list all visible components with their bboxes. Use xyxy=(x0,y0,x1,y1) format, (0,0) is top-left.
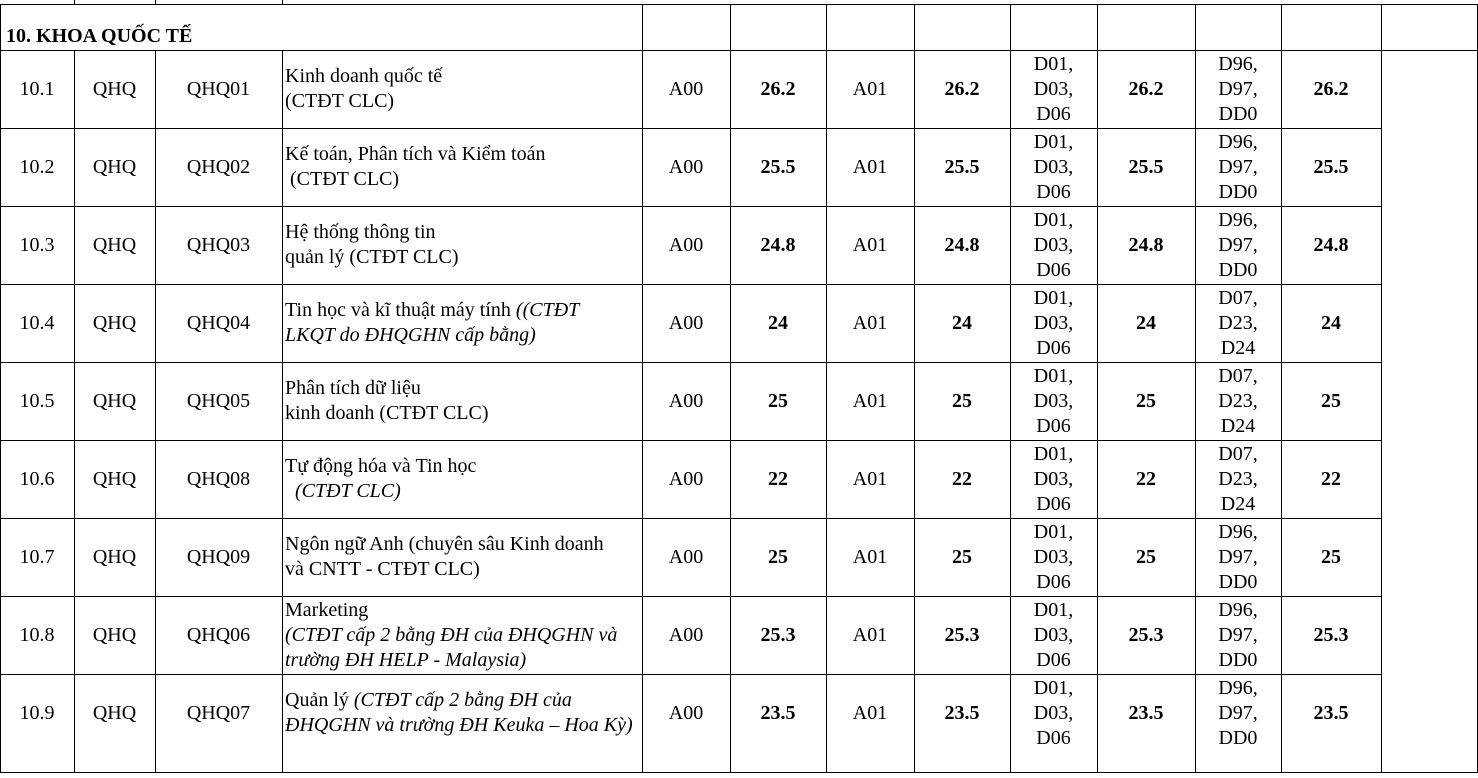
column-divider xyxy=(1381,4,1382,772)
combo-4-cell xyxy=(1195,50,1281,128)
school-code-cell xyxy=(74,674,155,752)
combo-code: D01, xyxy=(1033,676,1074,699)
combo-code: D24 xyxy=(1220,336,1256,359)
stt-cell xyxy=(0,362,74,440)
combo-code: D06 xyxy=(1036,336,1071,359)
combo-code: D07, xyxy=(1218,286,1258,309)
major-code-cell xyxy=(155,596,282,674)
major-name-segment: (CTĐT CLC) xyxy=(285,168,400,190)
school-code-cell-text: QHQ xyxy=(92,701,137,724)
score-1-cell xyxy=(730,596,826,674)
major-name-cell xyxy=(282,284,642,362)
school-code-cell-text: QHQ xyxy=(92,77,137,100)
combo-1-cell xyxy=(642,440,730,518)
score-4-cell-text: 25 xyxy=(1321,389,1341,412)
score-1-cell-text: 24 xyxy=(768,311,788,334)
school-code-cell xyxy=(74,206,155,284)
stt-cell-text: 10.8 xyxy=(19,623,55,646)
column-divider-stub xyxy=(155,0,156,4)
stt-cell xyxy=(0,50,74,128)
major-code-cell xyxy=(155,50,282,128)
combo-code: D97, xyxy=(1218,155,1258,178)
major-code-cell-text: QHQ01 xyxy=(186,77,251,100)
score-3-cell xyxy=(1097,284,1195,362)
combo-code: D03, xyxy=(1033,545,1074,568)
score-2-cell-text: 24 xyxy=(952,311,972,334)
combo-code: DD0 xyxy=(1218,102,1258,125)
score-1-cell-text: 23.5 xyxy=(760,701,796,724)
score-3-cell-text: 25.5 xyxy=(1128,155,1164,178)
combo-2-cell-text: A01 xyxy=(852,623,888,646)
combo-code: D96, xyxy=(1218,676,1258,699)
combo-code: D97, xyxy=(1218,701,1258,724)
score-4-cell-text: 23.5 xyxy=(1313,701,1349,724)
combo-2-cell-text: A01 xyxy=(852,701,888,724)
combo-2-cell xyxy=(826,440,914,518)
major-name-segment: Ngôn ngữ Anh (chuyên sâu Kinh doanh xyxy=(285,533,604,555)
major-code-cell-text: QHQ02 xyxy=(186,155,251,178)
score-4-cell xyxy=(1281,128,1381,206)
score-2-cell-text: 25 xyxy=(952,545,972,568)
major-name-segment: (CTĐT CLC) xyxy=(285,90,395,112)
combo-code: D06 xyxy=(1036,648,1071,671)
combo-1-cell-text: A00 xyxy=(668,77,704,100)
score-3-cell xyxy=(1097,674,1195,752)
major-name-segment: (CTĐT CLC) xyxy=(285,480,401,502)
combo-code: D24 xyxy=(1220,414,1256,437)
score-4-cell xyxy=(1281,362,1381,440)
major-code-cell-text: QHQ08 xyxy=(186,467,251,490)
score-3-cell-text: 22 xyxy=(1136,467,1156,490)
combo-3-cell xyxy=(1010,440,1097,518)
combo-code: D06 xyxy=(1036,726,1071,749)
score-1-cell-text: 26.2 xyxy=(760,77,796,100)
combo-code: D06 xyxy=(1036,258,1071,281)
major-name-segment: Hệ thống thông tin xyxy=(285,221,436,243)
combo-code: D01, xyxy=(1033,520,1074,543)
score-4-cell-text: 26.2 xyxy=(1313,77,1349,100)
score-2-cell-text: 25.3 xyxy=(944,623,980,646)
combo-2-cell-text: A01 xyxy=(852,311,888,334)
combo-code: D96, xyxy=(1218,52,1258,75)
combo-code: D03, xyxy=(1033,155,1074,178)
combo-code: D97, xyxy=(1218,77,1258,100)
major-name-segment: Tin học và kĩ thuật máy tính xyxy=(285,299,516,321)
stt-cell-text: 10.3 xyxy=(19,233,55,256)
major-name-segment: LKQT do ĐHQGHN cấp bằng) xyxy=(285,324,536,346)
combo-3-cell xyxy=(1010,518,1097,596)
major-code-cell xyxy=(155,440,282,518)
school-code-cell-text: QHQ xyxy=(92,545,137,568)
score-2-cell xyxy=(914,128,1010,206)
combo-4-cell xyxy=(1195,674,1281,752)
major-name-cell xyxy=(282,596,642,674)
score-4-cell xyxy=(1281,674,1381,752)
stt-cell-text: 10.2 xyxy=(19,155,55,178)
stt-cell xyxy=(0,284,74,362)
combo-2-cell xyxy=(826,128,914,206)
score-4-cell-text: 24.8 xyxy=(1313,233,1349,256)
major-name-segment: (CTĐT cấp 2 bằng ĐH của ĐHQGHN và xyxy=(285,623,618,646)
combo-code: D06 xyxy=(1036,414,1071,437)
score-4-cell-text: 25.5 xyxy=(1313,155,1349,178)
score-3-cell xyxy=(1097,50,1195,128)
combo-1-cell-text: A00 xyxy=(668,545,704,568)
score-4-cell-text: 24 xyxy=(1321,311,1341,334)
score-1-cell xyxy=(730,440,826,518)
combo-2-cell xyxy=(826,674,914,752)
combo-3-cell xyxy=(1010,284,1097,362)
stt-cell-text: 10.6 xyxy=(19,467,55,490)
combo-2-cell-text: A01 xyxy=(852,233,888,256)
stt-cell-text: 10.4 xyxy=(19,311,55,334)
score-1-cell xyxy=(730,362,826,440)
major-name-segment: Kinh doanh quốc tế xyxy=(285,65,443,87)
major-name-cell xyxy=(282,128,642,206)
combo-code: D03, xyxy=(1033,623,1074,646)
combo-code: D23, xyxy=(1218,389,1258,412)
school-code-cell xyxy=(74,362,155,440)
table-top-border xyxy=(0,4,1478,5)
combo-code: D07, xyxy=(1218,364,1258,387)
combo-4-cell xyxy=(1195,440,1281,518)
combo-3-cell xyxy=(1010,362,1097,440)
combo-code: D97, xyxy=(1218,233,1258,256)
score-4-cell xyxy=(1281,284,1381,362)
combo-code: D07, xyxy=(1218,442,1258,465)
score-4-cell xyxy=(1281,50,1381,128)
score-1-cell xyxy=(730,518,826,596)
score-4-cell xyxy=(1281,206,1381,284)
major-name-segment: và CNTT - CTĐT CLC) xyxy=(285,558,480,580)
combo-code: D24 xyxy=(1220,492,1256,515)
school-code-cell-text: QHQ xyxy=(92,467,137,490)
score-4-cell xyxy=(1281,518,1381,596)
major-name-segment: Tự động hóa và Tin học xyxy=(285,455,477,477)
major-name-segment: Marketing xyxy=(285,598,369,621)
score-4-cell xyxy=(1281,596,1381,674)
combo-4-cell xyxy=(1195,284,1281,362)
stt-cell-text: 10.9 xyxy=(19,701,55,724)
combo-1-cell-text: A00 xyxy=(668,389,704,412)
combo-code: D01, xyxy=(1033,598,1074,621)
score-1-cell xyxy=(730,206,826,284)
score-1-cell xyxy=(730,674,826,752)
score-3-cell xyxy=(1097,518,1195,596)
score-1-cell xyxy=(730,284,826,362)
combo-3-cell xyxy=(1010,674,1097,752)
combo-1-cell-text: A00 xyxy=(668,311,704,334)
stt-cell xyxy=(0,440,74,518)
major-code-cell xyxy=(155,674,282,752)
combo-code: DD0 xyxy=(1218,648,1258,671)
score-2-cell xyxy=(914,50,1010,128)
combo-code: D03, xyxy=(1033,77,1074,100)
combo-1-cell xyxy=(642,596,730,674)
combo-code: D03, xyxy=(1033,311,1074,334)
school-code-cell xyxy=(74,518,155,596)
combo-1-cell-text: A00 xyxy=(668,155,704,178)
combo-1-cell xyxy=(642,362,730,440)
combo-code: D96, xyxy=(1218,520,1258,543)
major-name-cell xyxy=(282,674,642,752)
combo-1-cell-text: A00 xyxy=(668,701,704,724)
major-code-cell xyxy=(155,362,282,440)
combo-1-cell xyxy=(642,128,730,206)
school-code-cell xyxy=(74,284,155,362)
score-3-cell xyxy=(1097,596,1195,674)
school-code-cell xyxy=(74,128,155,206)
school-code-cell-text: QHQ xyxy=(92,623,137,646)
major-code-cell-text: QHQ05 xyxy=(186,389,251,412)
combo-1-cell xyxy=(642,518,730,596)
major-code-cell-text: QHQ04 xyxy=(186,311,251,334)
score-1-cell-text: 25 xyxy=(768,545,788,568)
score-3-cell-text: 25.3 xyxy=(1128,623,1164,646)
score-1-cell-text: 22 xyxy=(768,467,788,490)
combo-2-cell xyxy=(826,50,914,128)
score-3-cell xyxy=(1097,128,1195,206)
major-name-segment: ĐHQGHN và trường ĐH Keuka – Hoa Kỳ) xyxy=(285,714,633,736)
stt-cell-text: 10.5 xyxy=(19,389,55,412)
major-name-segment: trường ĐH HELP - Malaysia) xyxy=(285,648,527,671)
major-name-cell xyxy=(282,440,642,518)
score-1-cell xyxy=(730,50,826,128)
combo-4-cell xyxy=(1195,596,1281,674)
column-divider-stub xyxy=(282,0,283,4)
combo-code: D96, xyxy=(1218,130,1258,153)
stt-cell xyxy=(0,518,74,596)
combo-3-cell xyxy=(1010,206,1097,284)
school-code-cell xyxy=(74,596,155,674)
combo-1-cell xyxy=(642,674,730,752)
combo-1-cell xyxy=(642,50,730,128)
score-1-cell-text: 24.8 xyxy=(760,233,796,256)
combo-code: D06 xyxy=(1036,180,1071,203)
score-2-cell-text: 24.8 xyxy=(944,233,980,256)
combo-code: D01, xyxy=(1033,208,1074,231)
major-code-cell xyxy=(155,206,282,284)
combo-2-cell-text: A01 xyxy=(852,467,888,490)
combo-code: D03, xyxy=(1033,389,1074,412)
score-2-cell xyxy=(914,596,1010,674)
major-name-segment: kinh doanh (CTĐT CLC) xyxy=(285,402,489,424)
combo-2-cell xyxy=(826,518,914,596)
score-3-cell-text: 25 xyxy=(1136,545,1156,568)
combo-1-cell xyxy=(642,206,730,284)
major-code-cell-text: QHQ03 xyxy=(186,233,251,256)
score-2-cell xyxy=(914,362,1010,440)
combo-2-cell xyxy=(826,284,914,362)
score-3-cell xyxy=(1097,440,1195,518)
school-code-cell-text: QHQ xyxy=(92,389,137,412)
major-name-segment: ((CTĐT xyxy=(515,299,580,321)
combo-code: D01, xyxy=(1033,364,1074,387)
combo-code: D06 xyxy=(1036,102,1071,125)
major-name-segment: quản lý (CTĐT CLC) xyxy=(285,246,459,268)
school-code-cell xyxy=(74,50,155,128)
score-2-cell-text: 23.5 xyxy=(944,701,980,724)
major-name-segment: Phân tích dữ liệu xyxy=(285,377,421,399)
major-code-cell-text: QHQ09 xyxy=(186,545,251,568)
score-2-cell-text: 25.5 xyxy=(944,155,980,178)
major-code-cell xyxy=(155,284,282,362)
combo-2-cell-text: A01 xyxy=(852,155,888,178)
score-3-cell-text: 23.5 xyxy=(1128,701,1164,724)
major-code-cell-text: QHQ07 xyxy=(186,701,251,724)
score-3-cell xyxy=(1097,362,1195,440)
combo-2-cell-text: A01 xyxy=(852,545,888,568)
combo-code: D23, xyxy=(1218,311,1258,334)
major-name-cell xyxy=(282,518,642,596)
combo-3-cell xyxy=(1010,128,1097,206)
combo-code: D06 xyxy=(1036,492,1071,515)
combo-code: D97, xyxy=(1218,623,1258,646)
score-4-cell-text: 25.3 xyxy=(1313,623,1349,646)
major-name-segment: (CTĐT cấp 2 bằng ĐH của xyxy=(353,689,572,711)
score-4-cell-text: 22 xyxy=(1321,467,1341,490)
score-2-cell xyxy=(914,284,1010,362)
combo-code: D96, xyxy=(1218,598,1258,621)
score-4-cell-text: 25 xyxy=(1321,545,1341,568)
score-1-cell-text: 25 xyxy=(768,389,788,412)
score-2-cell-text: 22 xyxy=(952,467,972,490)
stt-cell xyxy=(0,596,74,674)
combo-2-cell-text: A01 xyxy=(852,389,888,412)
combo-2-cell xyxy=(826,596,914,674)
score-2-cell xyxy=(914,440,1010,518)
combo-4-cell xyxy=(1195,206,1281,284)
combo-2-cell-text: A01 xyxy=(852,77,888,100)
column-divider-stub xyxy=(74,0,75,4)
combo-1-cell-text: A00 xyxy=(668,623,704,646)
score-3-cell-text: 24 xyxy=(1136,311,1156,334)
score-4-cell xyxy=(1281,440,1381,518)
stt-cell xyxy=(0,206,74,284)
major-name-segment: Kế toán, Phân tích và Kiểm toán xyxy=(285,143,546,165)
major-name-cell xyxy=(282,206,642,284)
combo-code: D06 xyxy=(1036,570,1071,593)
score-3-cell-text: 24.8 xyxy=(1128,233,1164,256)
major-name-cell xyxy=(282,362,642,440)
major-name-cell xyxy=(282,50,642,128)
combo-4-cell xyxy=(1195,518,1281,596)
stt-cell-text: 10.1 xyxy=(19,77,55,100)
stt-cell-text: 10.7 xyxy=(19,545,55,568)
stt-cell xyxy=(0,674,74,752)
combo-code: DD0 xyxy=(1218,726,1258,749)
combo-code: DD0 xyxy=(1218,258,1258,281)
major-code-cell-text: QHQ06 xyxy=(186,623,251,646)
major-code-cell xyxy=(155,518,282,596)
combo-code: D01, xyxy=(1033,130,1074,153)
section-title: 10. KHOA QUỐC TẾ xyxy=(6,25,193,47)
score-3-cell xyxy=(1097,206,1195,284)
combo-1-cell-text: A00 xyxy=(668,233,704,256)
combo-code: D01, xyxy=(1033,286,1074,309)
combo-3-cell xyxy=(1010,50,1097,128)
score-3-cell-text: 26.2 xyxy=(1128,77,1164,100)
score-2-cell-text: 25 xyxy=(952,389,972,412)
major-name-segment: Quản lý xyxy=(285,689,354,711)
combo-4-cell xyxy=(1195,128,1281,206)
combo-code: D97, xyxy=(1218,545,1258,568)
school-code-cell xyxy=(74,440,155,518)
school-code-cell-text: QHQ xyxy=(92,233,137,256)
combo-1-cell-text: A00 xyxy=(668,467,704,490)
score-1-cell xyxy=(730,128,826,206)
combo-code: D03, xyxy=(1033,233,1074,256)
school-code-cell-text: QHQ xyxy=(92,311,137,334)
table-bottom-border xyxy=(0,772,1478,773)
score-2-cell xyxy=(914,674,1010,752)
score-2-cell-text: 26.2 xyxy=(944,77,980,100)
stt-cell xyxy=(0,128,74,206)
combo-1-cell xyxy=(642,284,730,362)
school-code-cell-text: QHQ xyxy=(92,155,137,178)
combo-2-cell xyxy=(826,362,914,440)
combo-3-cell xyxy=(1010,596,1097,674)
combo-code: D03, xyxy=(1033,701,1074,724)
score-2-cell xyxy=(914,206,1010,284)
combo-code: D03, xyxy=(1033,467,1074,490)
combo-code: D01, xyxy=(1033,52,1074,75)
score-1-cell-text: 25.5 xyxy=(760,155,796,178)
score-3-cell-text: 25 xyxy=(1136,389,1156,412)
combo-code: DD0 xyxy=(1218,180,1258,203)
combo-4-cell xyxy=(1195,362,1281,440)
combo-code: DD0 xyxy=(1218,570,1258,593)
combo-2-cell xyxy=(826,206,914,284)
combo-code: D23, xyxy=(1218,467,1258,490)
score-1-cell-text: 25.3 xyxy=(760,623,796,646)
combo-code: D01, xyxy=(1033,442,1074,465)
major-code-cell xyxy=(155,128,282,206)
combo-code: D96, xyxy=(1218,208,1258,231)
score-2-cell xyxy=(914,518,1010,596)
